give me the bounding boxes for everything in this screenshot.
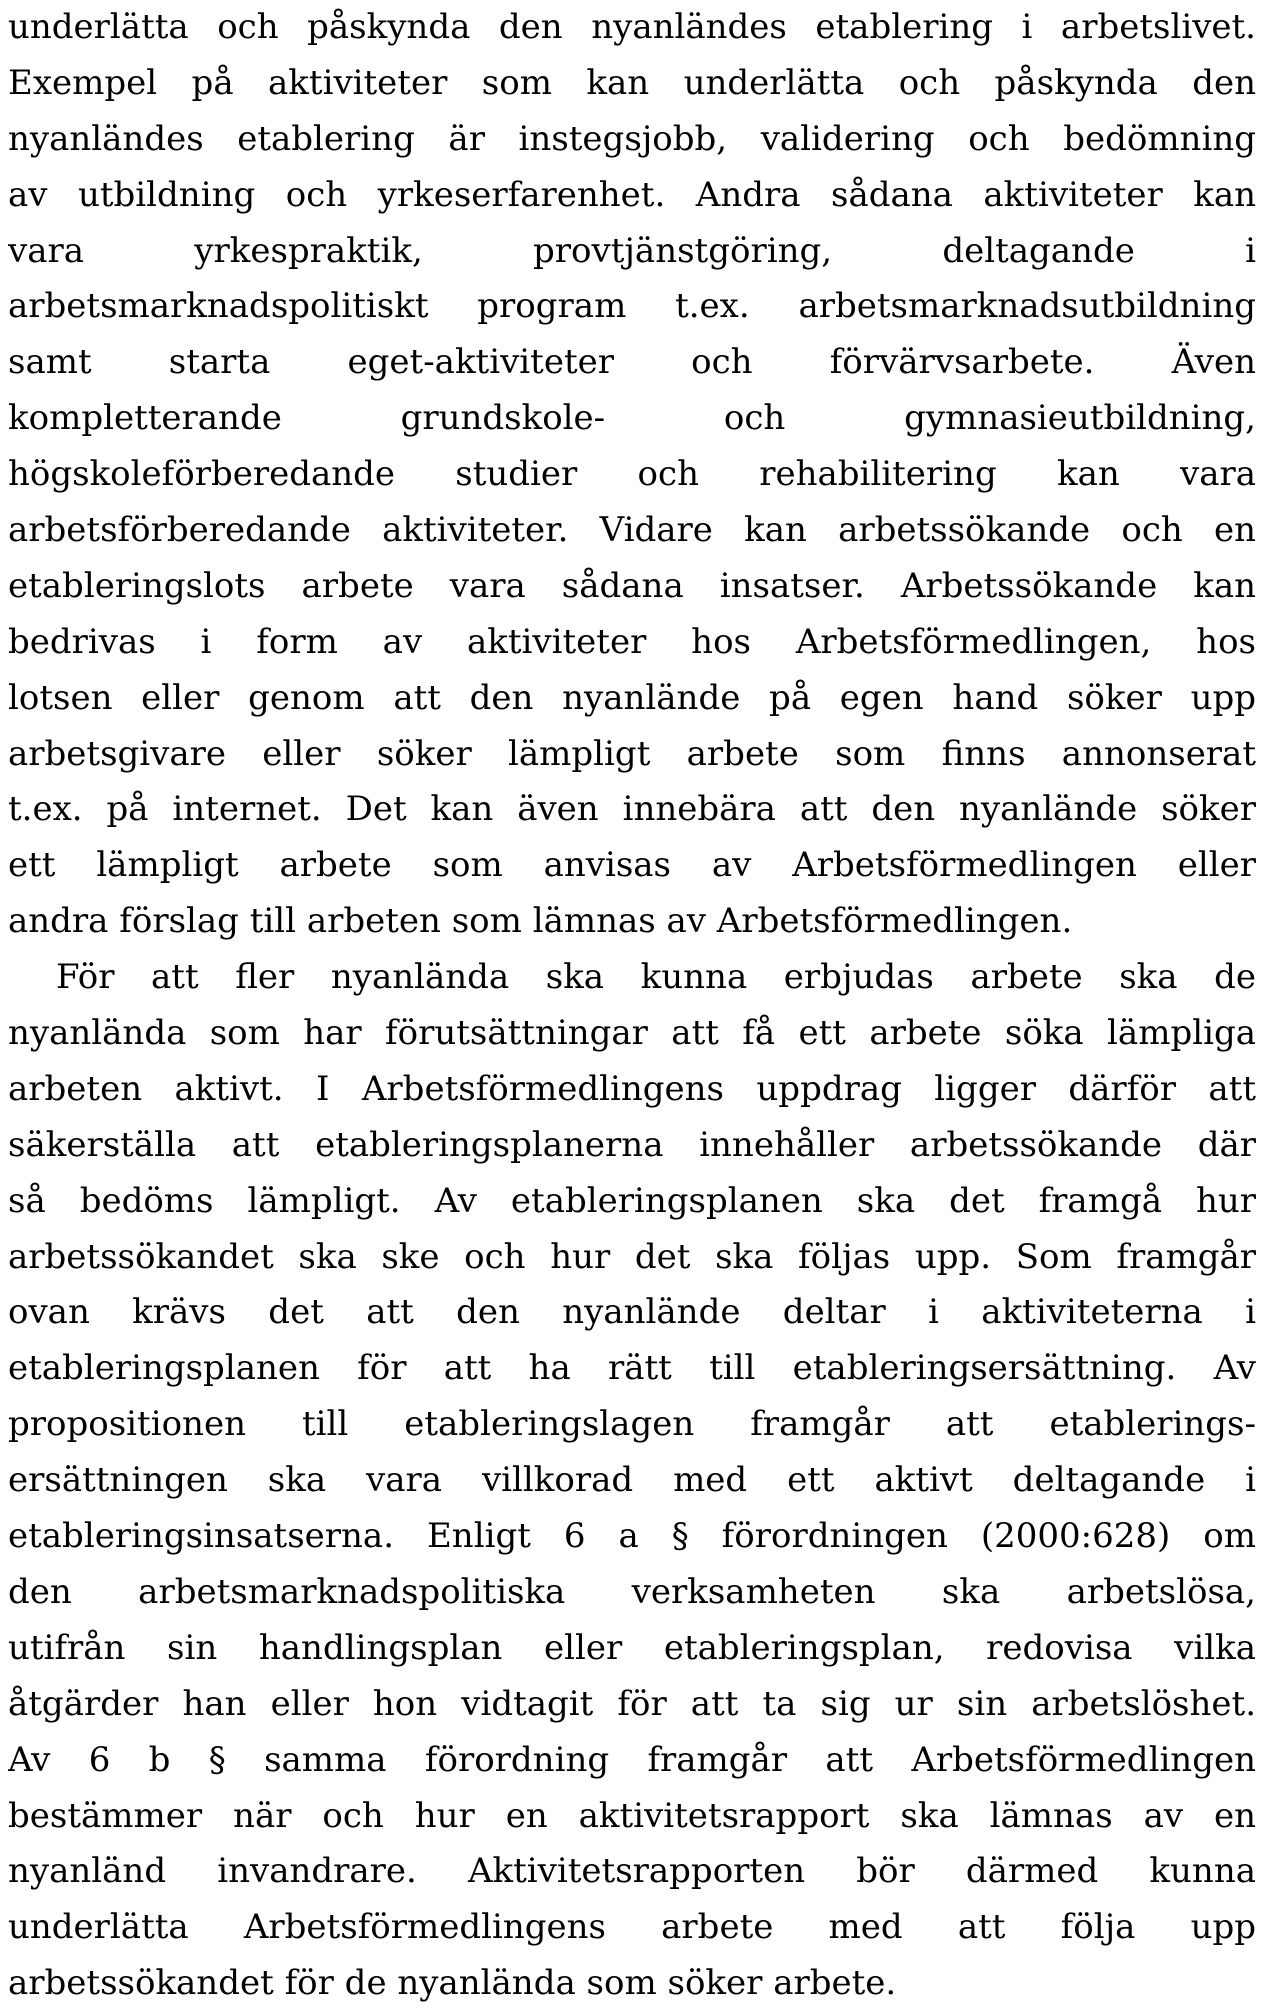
paragraph-2 [8,950,1256,2012]
text-line: ersättningen ska vara villkorad med ett aktivt deltagande i [8,1460,1256,1501]
text-line: åtgärder han eller hon vidtagit för att ta sig ur sin arbetslöshet. [8,1683,1256,1724]
text-line: etableringsplanen för att ha rätt till etableringsersättning. Av [8,1348,1256,1389]
text-line: Exempel på aktiviteter som kan underlätta och påskynda den [8,62,1256,103]
text-line: För att fler nyanlända ska kunna erbjudas arbete ska de [56,957,1256,998]
document-page [8,0,1256,2012]
text-line: Av 6 b § samma förordning framgår att Arbetsförmedlingen [8,1739,1256,1780]
text-line: högskoleförberedande studier och rehabilitering kan vara [8,454,1256,495]
text-line: arbetssökandet för de nyanlända som söker arbete. [8,1963,897,2004]
text-line: arbetssökandet ska ske och hur det ska följas upp. Som framgår [8,1236,1256,1277]
text-line: säkerställa att etableringsplanerna innehåller arbetssökande där [8,1124,1256,1165]
text-line: etableringsinsatserna. Enligt 6 a § förordningen (2000:628) om [8,1516,1256,1557]
text-line: nyanländes etablering är instegsjobb, validering och bedömning [8,118,1256,159]
text-line: så bedöms lämpligt. Av etableringsplanen ska det framgå hur [8,1180,1256,1221]
text-line: samt starta eget-aktiviteter och förvärvsarbete. Även [8,342,1256,383]
text-line: bedrivas i form av aktiviteter hos Arbetsförmedlingen, hos [8,621,1256,662]
text-line: arbetsgivare eller söker lämpligt arbete som finns annonserat [8,733,1256,774]
text-line: utifrån sin handlingsplan eller etableringsplan, redovisa vilka [8,1627,1256,1668]
text-line: arbetsmarknadspolitiskt program t.ex. arbetsmarknadsutbildning [8,286,1256,327]
text-line: av utbildning och yrkeserfarenhet. Andra sådana aktiviteter kan [8,174,1256,215]
text-line: t.ex. på internet. Det kan även innebära att den nyanlände söker [8,789,1256,830]
text-line: arbeten aktivt. I Arbetsförmedlingens uppdrag ligger därför att [8,1068,1256,1109]
text-line: andra förslag till arbeten som lämnas av Arbetsförmedlingen. [8,901,1073,942]
text-line: kompletterande grundskole- och gymnasieutbildning, [8,398,1256,439]
text-line: ett lämpligt arbete som anvisas av Arbetsförmedlingen eller [8,845,1256,886]
paragraph-1 [8,0,1256,950]
text-line: den arbetsmarknadspolitiska verksamheten ska arbetslösa, [8,1571,1256,1612]
text-line: nyanländ invandrare. Aktivitetsrapporten bör därmed kunna [8,1851,1256,1892]
text-line: etableringslots arbete vara sådana insatser. Arbetssökande kan [8,565,1256,606]
text-line: ovan krävs det att den nyanlände deltar i aktiviteterna i [8,1292,1256,1333]
text-line: bestämmer när och hur en aktivitetsrapport ska lämnas av en [8,1795,1256,1836]
text-line: arbetsförberedande aktiviteter. Vidare kan arbetssökande och en [8,510,1256,551]
text-line: propositionen till etableringslagen framgår att etablerings- [8,1404,1256,1445]
text-line: underlätta och påskynda den nyanländes etablering i arbetslivet. [8,7,1256,47]
text-line: lotsen eller genom att den nyanlände på egen hand söker upp [8,677,1256,718]
text-line: underlätta Arbetsförmedlingens arbete med att följa upp [8,1907,1256,1948]
text-line: nyanlända som har förutsättningar att få ett arbete söka lämpliga [8,1013,1256,1054]
text-line: vara yrkespraktik, provtjänstgöring, deltagande i [8,230,1256,271]
